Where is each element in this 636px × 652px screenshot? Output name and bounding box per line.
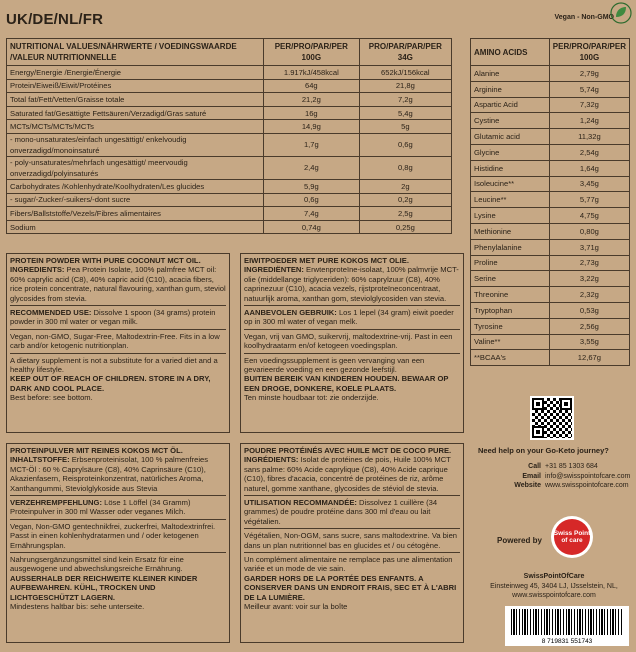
row-value: 1,24g [549,113,629,129]
row-value: 2,32g [549,287,629,303]
en-title: PROTEIN POWDER WITH PURE COCONUT MCT OIL. [10,256,201,265]
row-value: 0,2g [359,193,451,207]
fr-supplement: Un complément alimentaire ne remplace pas une alimentation variée et un mode de vie sain. [244,555,453,574]
nutrition-table [6,38,452,234]
leaf-icon [610,2,632,24]
fr-title: POUDRE PROTÉINÉS AVEC HUILE MCT DE COCO PURE. [244,446,452,455]
de-warning: AUSSERHALB DER REICHWEITE KLEINER KINDER AUFBEWAHREN. KÜHL, TROCKEN UND LICHTGESCHÜTZT LAGERN. [10,573,198,602]
table-row [7,120,452,134]
row-value: 2,4g [264,156,360,179]
page-title: UK/DE/NL/FR [6,11,104,28]
fr-use-label: UTILISATION RECOMMANDÉE: [244,498,357,508]
row-value: 2g [359,179,451,193]
brand-logo [551,516,593,558]
nl-title: EIWITPOEDER MET PURE KOKOS MCT OLIE. [244,256,409,265]
row-label: Protein/Eiweiß/Eiwit/Protéines [7,79,264,93]
row-label: - poly-unsaturates/mehrfach ungesättigt/ meervoudig onverzadigd/polyinsaturés [7,156,264,179]
fr-ing-label: INGRÉDIENTS: [244,455,299,465]
row-label: Carbohydrates /Kohlenhydrate/Koolhydraten/Les glucides [7,179,264,193]
nutrition-header: NUTRITIONAL VALUES/NÄHRWERTE / VOEDINGSWAARDE /VALEUR NUTRITIONNELLE [7,39,264,66]
row-label: Lysine [471,208,550,224]
de-diet: Vegan, Non-GMO gentechnikfrei, zuckerfrei, Maltodextrinfrei. Passt in einen kohlenhydratarmen und / oder ketogenen Ernährungsplan. [10,521,216,550]
table-row [471,287,630,303]
de-use: Löse 1 Löffel (34 Gramm) Proteinpulver in 300 ml Wasser oder veganes Milch. [10,498,191,517]
row-value: 2,56g [549,318,629,334]
row-value: 0,53g [549,302,629,318]
table-row [471,318,630,334]
row-value: 5,4g [359,106,451,120]
row-value: 1,7g [264,133,360,156]
en-diet: Vegan, non-GMO, Sugar-Free, Maltodextrin-Free. Fits in a low carb and/or ketogenic nutritionplan. [10,331,220,351]
row-label: Glutamic acid [471,129,550,145]
fr-diet: Végétalien, Non-OGM, sans sucre, sans maltodextrine. Va bien dans un plan nutritionnel bas en glucides et / ou cétogène. [244,531,458,550]
row-value: 16g [264,106,360,120]
row-value: 7,4g [264,207,360,221]
table-row [7,79,452,93]
row-label: Phenylalanine [471,239,550,255]
row-label: - sugar/-Zucker/-suikers/-dont sucre [7,193,264,207]
row-label: Threonine [471,287,550,303]
french-section [240,443,464,643]
nl-supplement: Een voedingssupplement is geen vervanging van een gevarieerde voeding en een gezonde leefstijl. [244,355,425,375]
table-row [471,176,630,192]
amino-table [470,38,630,366]
en-use: Dissolve 1 spoon (34 grams) protein powder in 300 ml water or vegan milk. [10,308,216,327]
table-row [7,207,452,221]
en-warning: KEEP OUT OF REACH OF CHILDREN. STORE IN A DRY, DARK AND COOL PLACE. [10,374,211,393]
row-value: 2,54g [549,144,629,160]
table-row [471,271,630,287]
row-label: Total fat/Fett/Vetten/Graisse totale [7,93,264,107]
row-value: 5,77g [549,192,629,208]
row-value: 12,67g [549,350,629,366]
email-label: Email [522,472,541,480]
table-row [471,129,630,145]
en-use-label: RECOMMENDED USE: [10,308,92,318]
company-name: SwissPointOfCare [523,573,585,580]
de-ingredients: Erbsenproteinisolat, 100 % palmenfreies MCT-Öl : 60 % Caprylsäure (C8), 40% Caprinsäure (C10), Akazienfasern, Reisproteinkonzentrat, natürliches Aroma, Xanthangummi, Steviolglykoside aus Stevia [10,455,209,493]
row-value: 0,6g [359,133,451,156]
table-row [471,113,630,129]
table-row [471,144,630,160]
row-value: 3,55g [549,334,629,350]
email-link[interactable]: info@swisspointofcare.com [545,472,631,480]
english-section [6,253,230,433]
table-row [7,93,452,107]
row-label: MCTs/MCTs/MCTs/MCTs [7,120,264,134]
dutch-section [240,253,464,433]
en-ingredients: Pea Protein Isolate, 100% palmfree MCT oil: 60% caprylic acid (C8), 40% capric acid (C10), acacia fibers, rice protein concentrate, natural flavouring, xanthan gum, steviol glycosides from stevia. [10,265,226,303]
row-value: 2,73g [549,255,629,271]
table-row [7,66,452,80]
row-value: 0,74g [264,220,360,234]
website-label: Website [514,482,541,490]
row-label: Methionine [471,223,550,239]
table-row [7,106,452,120]
row-value: 21,8g [359,79,451,93]
row-value: 3,71g [549,239,629,255]
row-value: 64g [264,79,360,93]
qr-code[interactable] [530,396,574,440]
row-value: 7,2g [359,93,451,107]
fr-best-before: Meilleur avant: voir sur la boîte [244,602,348,612]
table-row [471,334,630,350]
row-label: Serine [471,271,550,287]
de-best-before: Mindestens haltbar bis: sehe unterseite. [10,602,145,612]
table-row [471,192,630,208]
en-best-before: Best before: see bottom. [10,393,93,403]
row-value: 2,5g [359,207,451,221]
barcode-bars [511,609,623,635]
nl-ing-label: INGREDIËNTEN: [244,265,304,275]
table-row [471,97,630,113]
row-value: 5,74g [549,81,629,97]
row-label: Fibers/Ballststoffe/Vezels/Fibres alimentaires [7,207,264,221]
fr-warning: GARDER HORS DE LA PORTÉE DES ENFANTS. A CONSERVER DANS UN ENDROIT FRAIS, SEC ET À L'ABRI DE LA LUMIÈRE. [244,573,457,602]
row-value: 4,75g [549,208,629,224]
logo-text: Swiss Point of care [553,530,591,544]
nutrition-header-34g: PRO/PAR/PAR/PER 34G [359,39,451,66]
table-row [471,302,630,318]
table-row [7,193,452,207]
amino-header-100g: PER/PRO/PAR/PER 100G [549,39,629,66]
de-supplement: Nahrungsergänzungsmittel sind kein Ersatz für eine ausgewogene und abwechslungsreiche Ernährung. [10,555,184,574]
nutrition-header-100g: PER/PRO/PAR/PER 100G [264,39,360,66]
table-row [7,133,452,156]
row-label: - mono-unsaturates/einfach ungesättigt/ enkelvoudig onverzadigd/monoinsaturé [7,133,264,156]
row-label: Tryptophan [471,302,550,318]
table-row [471,208,630,224]
row-label: Tyrosine [471,318,550,334]
row-label: Cystine [471,113,550,129]
row-label: Proline [471,255,550,271]
table-row [471,223,630,239]
row-value: 7,32g [549,97,629,113]
company-address: Einsteinweg 45, 3404 LJ, IJsselstein, NL, [490,582,618,590]
row-label: Sodium [7,220,264,234]
nl-warning: BUITEN BEREIK VAN KINDEREN HOUDEN. BEWAAR OP EEN DROGE, DONKERE, KOELE PLAATS. [244,374,449,393]
row-label: Leucine** [471,192,550,208]
row-value: 21,2g [264,93,360,107]
row-value: 3,45g [549,176,629,192]
en-ing-label: INGREDIENTS: [10,265,65,275]
website-link[interactable]: www.swisspointofcare.com [545,482,629,490]
row-label: Saturated fat/Gesättigte Fettsäuren/Verzadigd/Gras saturé [7,106,264,120]
table-row [471,255,630,271]
nl-ingredients: Erwtenproteïne-isolaat, 100% palmvrije MCT-olie (middellange triglyceriden): 60% caprylzuur (C8), 40% caprinezuur (C10), acacia vezels, rijstproteïneconcentraat, natuurlijk aroma, xanthan gom, steviolglycosiden van stevia. [244,265,459,303]
row-value: 5,9g [264,179,360,193]
nl-best-before: Ten minste houdbaar tot: zie onderzijde. [244,393,379,403]
row-label: Glycine [471,144,550,160]
row-value: 1.917kJ/458kcal [264,66,360,80]
table-row [471,66,630,82]
row-label: Alanine [471,66,550,82]
row-label: Valine** [471,334,550,350]
row-value: 14,9g [264,120,360,134]
company-url[interactable]: www.swisspointofcare.com [512,592,596,599]
row-value: 2,79g [549,66,629,82]
contact-block [505,462,630,491]
fr-use: Dissolvez 1 cuillère (34 grammes) de poudre protéine dans 300 ml d'eau ou lait végétalien. [244,498,438,526]
table-row [471,239,630,255]
fr-ingredients: Isolat de protéines de pois, Huile 100% MCT sans palme: 60% Acide caprylique (C8), 40% Acide caprique (C10), fibres d'acacia, concentré de protéines de riz, arôme naturel, gomme xanthane, glycosides de stéviol de stevia. [244,455,451,493]
barcode-number: 8 719831 551743 [541,638,593,645]
de-use-label: VERZEHREMPFEHLUNG: [10,498,102,508]
row-label: Energy/Energie /Energie/Énergie [7,66,264,80]
row-value: 0,25g [359,220,451,234]
row-label: Histidine [471,160,550,176]
row-value: 0,6g [264,193,360,207]
row-value: 0,8g [359,156,451,179]
help-question: Need help on your Go-Keto journey? [478,446,609,455]
row-label: **BCAA's [471,350,550,366]
table-row [471,81,630,97]
table-row [471,350,630,366]
de-title: PROTEINPULVER MIT REINES KOKOS MCT ÖL. [10,446,183,455]
table-row [7,179,452,193]
row-label: Isoleucine** [471,176,550,192]
amino-header: AMINO ACIDS [471,39,550,66]
row-value: 3,22g [549,271,629,287]
en-supplement: A dietary supplement is not a substitute for a varied diet and a healthy lifestyle. [10,355,218,375]
row-value: 652kJ/156kcal [359,66,451,80]
nl-use-label: AANBEVOLEN GEBRUIK: [244,308,337,318]
row-label: Arginine [471,81,550,97]
row-value: 0,80g [549,223,629,239]
table-row [471,160,630,176]
company-block [474,572,634,601]
german-section [6,443,230,643]
call-label: Call [528,463,541,470]
nl-diet: Vegan, vrij van GMO, suikervrij, maltodextrine-vrij. Past in een koolhydraatarm en/of ketogeen voedingsplan. [244,331,453,351]
table-row [7,220,452,234]
row-value: 1,64g [549,160,629,176]
nl-use: Los 1 lepel (34 gram) eiwit poeder op in 300 ml water of vegan melk. [244,308,454,327]
table-row [7,156,452,179]
de-ing-label: INHALTSTOFFE: [10,455,70,465]
phone-link[interactable]: +31 85 1303 684 [545,463,598,470]
row-value: 11,32g [549,129,629,145]
vegan-badge: Vegan - Non-GMO [554,14,614,21]
row-value: 5g [359,120,451,134]
barcode [505,606,629,646]
row-label: Aspartic Acid [471,97,550,113]
powered-by: Powered by [497,536,542,545]
